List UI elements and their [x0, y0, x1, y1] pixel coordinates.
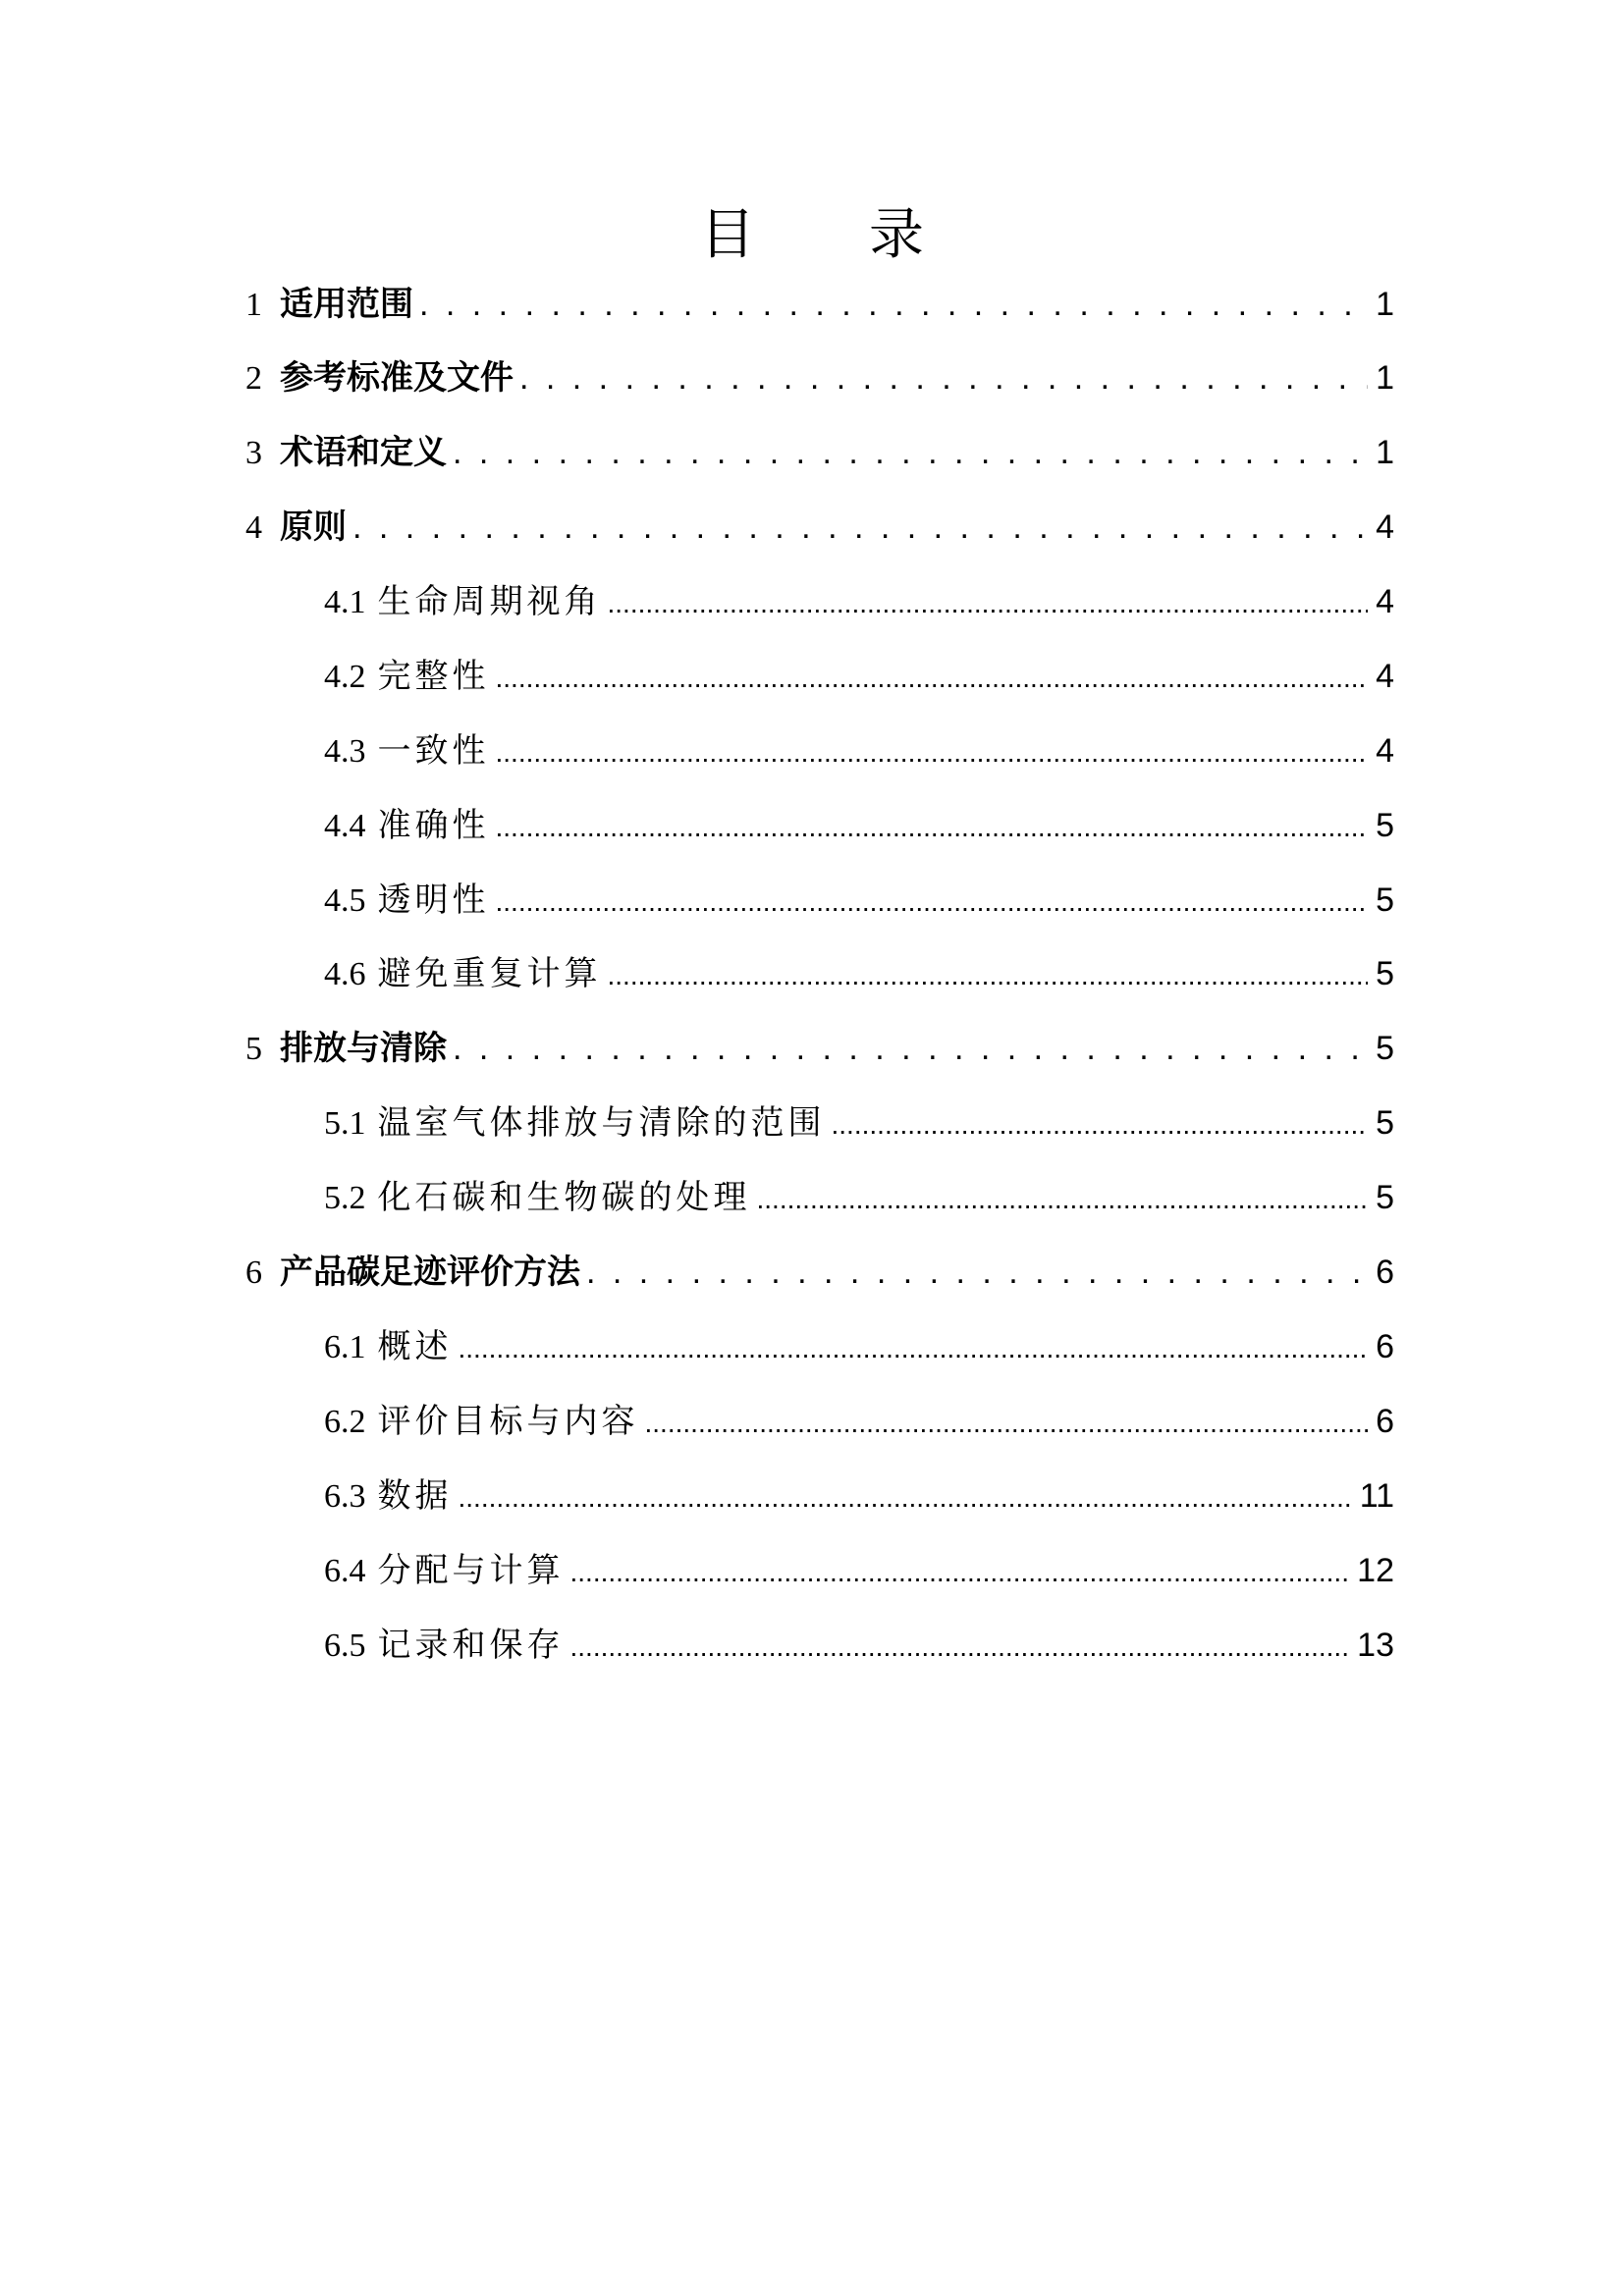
- dot-leader: [453, 1021, 1368, 1076]
- toc-entry-page: 1: [1376, 434, 1394, 471]
- dot-leader: [757, 1170, 1369, 1227]
- toc-entry-number: 6: [245, 1255, 262, 1291]
- toc-entry-number: 6.1: [324, 1329, 366, 1365]
- toc-entry-number: 5.1: [324, 1105, 366, 1142]
- dot-leader: [608, 574, 1369, 631]
- toc-entry-number: 6.2: [324, 1404, 366, 1440]
- toc-title: 目 录: [700, 203, 953, 267]
- toc-entry-4-1[interactable]: [324, 574, 1394, 629]
- dot-leader: [496, 649, 1369, 706]
- toc-entry-4-2[interactable]: [324, 649, 1394, 704]
- toc-entry-number: 3: [245, 435, 262, 471]
- toc-entry-page: 6: [1376, 1328, 1394, 1365]
- toc-entry-number: 6.3: [324, 1478, 366, 1515]
- toc-entry-page: 5: [1376, 807, 1394, 844]
- toc-entry-4-4[interactable]: [324, 798, 1394, 853]
- dot-leader: [453, 425, 1368, 480]
- toc-entry-1[interactable]: [245, 277, 1394, 332]
- toc-entry-label: 温室气体排放与清除的范围: [377, 1103, 826, 1143]
- toc-entry-4-6[interactable]: [324, 946, 1394, 1001]
- toc-entry-page: 13: [1357, 1627, 1394, 1664]
- toc-entry-page: 5: [1376, 1104, 1394, 1142]
- toc-entry-label: 数据: [377, 1476, 453, 1516]
- dot-leader: [496, 723, 1369, 780]
- toc-entry-label: 一致性: [377, 731, 490, 771]
- toc-entry-page: 1: [1376, 286, 1394, 323]
- toc-entry-number: 1: [245, 287, 262, 323]
- toc-entry-page: 5: [1376, 955, 1394, 992]
- toc-entry-4-3[interactable]: [324, 723, 1394, 778]
- toc-entry-6[interactable]: [245, 1245, 1394, 1300]
- toc-entry-number: 4.1: [324, 584, 366, 620]
- toc-entry-page: 4: [1376, 732, 1394, 770]
- toc-entry-number: 4.2: [324, 659, 366, 695]
- toc-entry-page: 5: [1376, 1030, 1394, 1067]
- toc-entry-number: 4.6: [324, 956, 366, 992]
- dot-leader: [419, 277, 1368, 332]
- toc-entry-4[interactable]: [245, 500, 1394, 555]
- toc-entry-page: 6: [1376, 1254, 1394, 1291]
- toc-entry-5-2[interactable]: [324, 1170, 1394, 1225]
- toc-entry-6-3[interactable]: [324, 1468, 1394, 1523]
- toc-entry-3[interactable]: [245, 425, 1394, 480]
- toc-entry-number: 5: [245, 1031, 262, 1067]
- toc-entry-page: 5: [1376, 881, 1394, 919]
- toc-entry-page: 4: [1376, 583, 1394, 620]
- toc-entry-number: 4.5: [324, 882, 366, 919]
- toc-entry-5[interactable]: [245, 1021, 1394, 1076]
- toc-entry-number: 4.3: [324, 733, 366, 770]
- dot-leader: [570, 1543, 1350, 1600]
- toc-entry-6-4[interactable]: [324, 1543, 1394, 1598]
- toc-entry-label: 产品碳足迹评价方法: [280, 1253, 580, 1292]
- toc-entry-page: 1: [1376, 359, 1394, 397]
- toc-entry-6-2[interactable]: [324, 1394, 1394, 1449]
- dot-leader: [459, 1319, 1369, 1376]
- dot-leader: [519, 350, 1368, 405]
- toc-entry-label: 评价目标与内容: [377, 1402, 639, 1441]
- toc-entry-page: 12: [1357, 1552, 1394, 1589]
- dot-leader: [459, 1468, 1352, 1525]
- toc-entry-page: 6: [1376, 1403, 1394, 1440]
- toc-entry-label: 准确性: [377, 806, 490, 845]
- toc-entry-number: 4: [245, 509, 262, 546]
- toc-entry-2[interactable]: [245, 350, 1394, 405]
- toc-entry-page: 4: [1376, 508, 1394, 546]
- toc-entry-label: 分配与计算: [377, 1551, 565, 1590]
- dot-leader: [570, 1618, 1350, 1675]
- toc-entry-label: 完整性: [377, 657, 490, 696]
- toc-entry-4-5[interactable]: [324, 873, 1394, 928]
- toc-entry-number: 4.4: [324, 808, 366, 844]
- toc-entry-label: 术语和定义: [280, 433, 447, 472]
- dot-leader: [352, 500, 1368, 555]
- dot-leader: [496, 873, 1369, 930]
- toc-entry-page: 5: [1376, 1179, 1394, 1216]
- toc-entry-label: 避免重复计算: [377, 954, 602, 993]
- toc-entry-6-5[interactable]: [324, 1618, 1394, 1673]
- toc-entry-label: 参考标准及文件: [280, 358, 514, 398]
- toc-entry-label: 化石碳和生物碳的处理: [377, 1178, 751, 1217]
- toc-entry-page: 4: [1376, 658, 1394, 695]
- toc-entry-label: 排放与清除: [280, 1029, 447, 1068]
- toc-entry-number: 6.5: [324, 1628, 366, 1664]
- toc-entry-label: 生命周期视角: [377, 582, 602, 621]
- toc-entry-number: 2: [245, 360, 262, 397]
- toc-entry-page: 11: [1359, 1477, 1394, 1515]
- toc-entry-label: 记录和保存: [377, 1626, 565, 1665]
- toc-entry-6-1[interactable]: [324, 1319, 1394, 1374]
- toc-entry-label: 概述: [377, 1327, 453, 1366]
- toc-entry-label: 透明性: [377, 881, 490, 920]
- toc-entry-number: 6.4: [324, 1553, 366, 1589]
- dot-leader: [586, 1245, 1368, 1300]
- toc-entry-label: 适用范围: [280, 285, 413, 324]
- toc-entry-5-1[interactable]: [324, 1095, 1394, 1150]
- dot-leader: [645, 1394, 1369, 1451]
- toc-entry-number: 5.2: [324, 1180, 366, 1216]
- toc-entry-label: 原则: [280, 507, 347, 547]
- dot-leader: [832, 1095, 1369, 1152]
- dot-leader: [608, 946, 1369, 1003]
- dot-leader: [496, 798, 1369, 855]
